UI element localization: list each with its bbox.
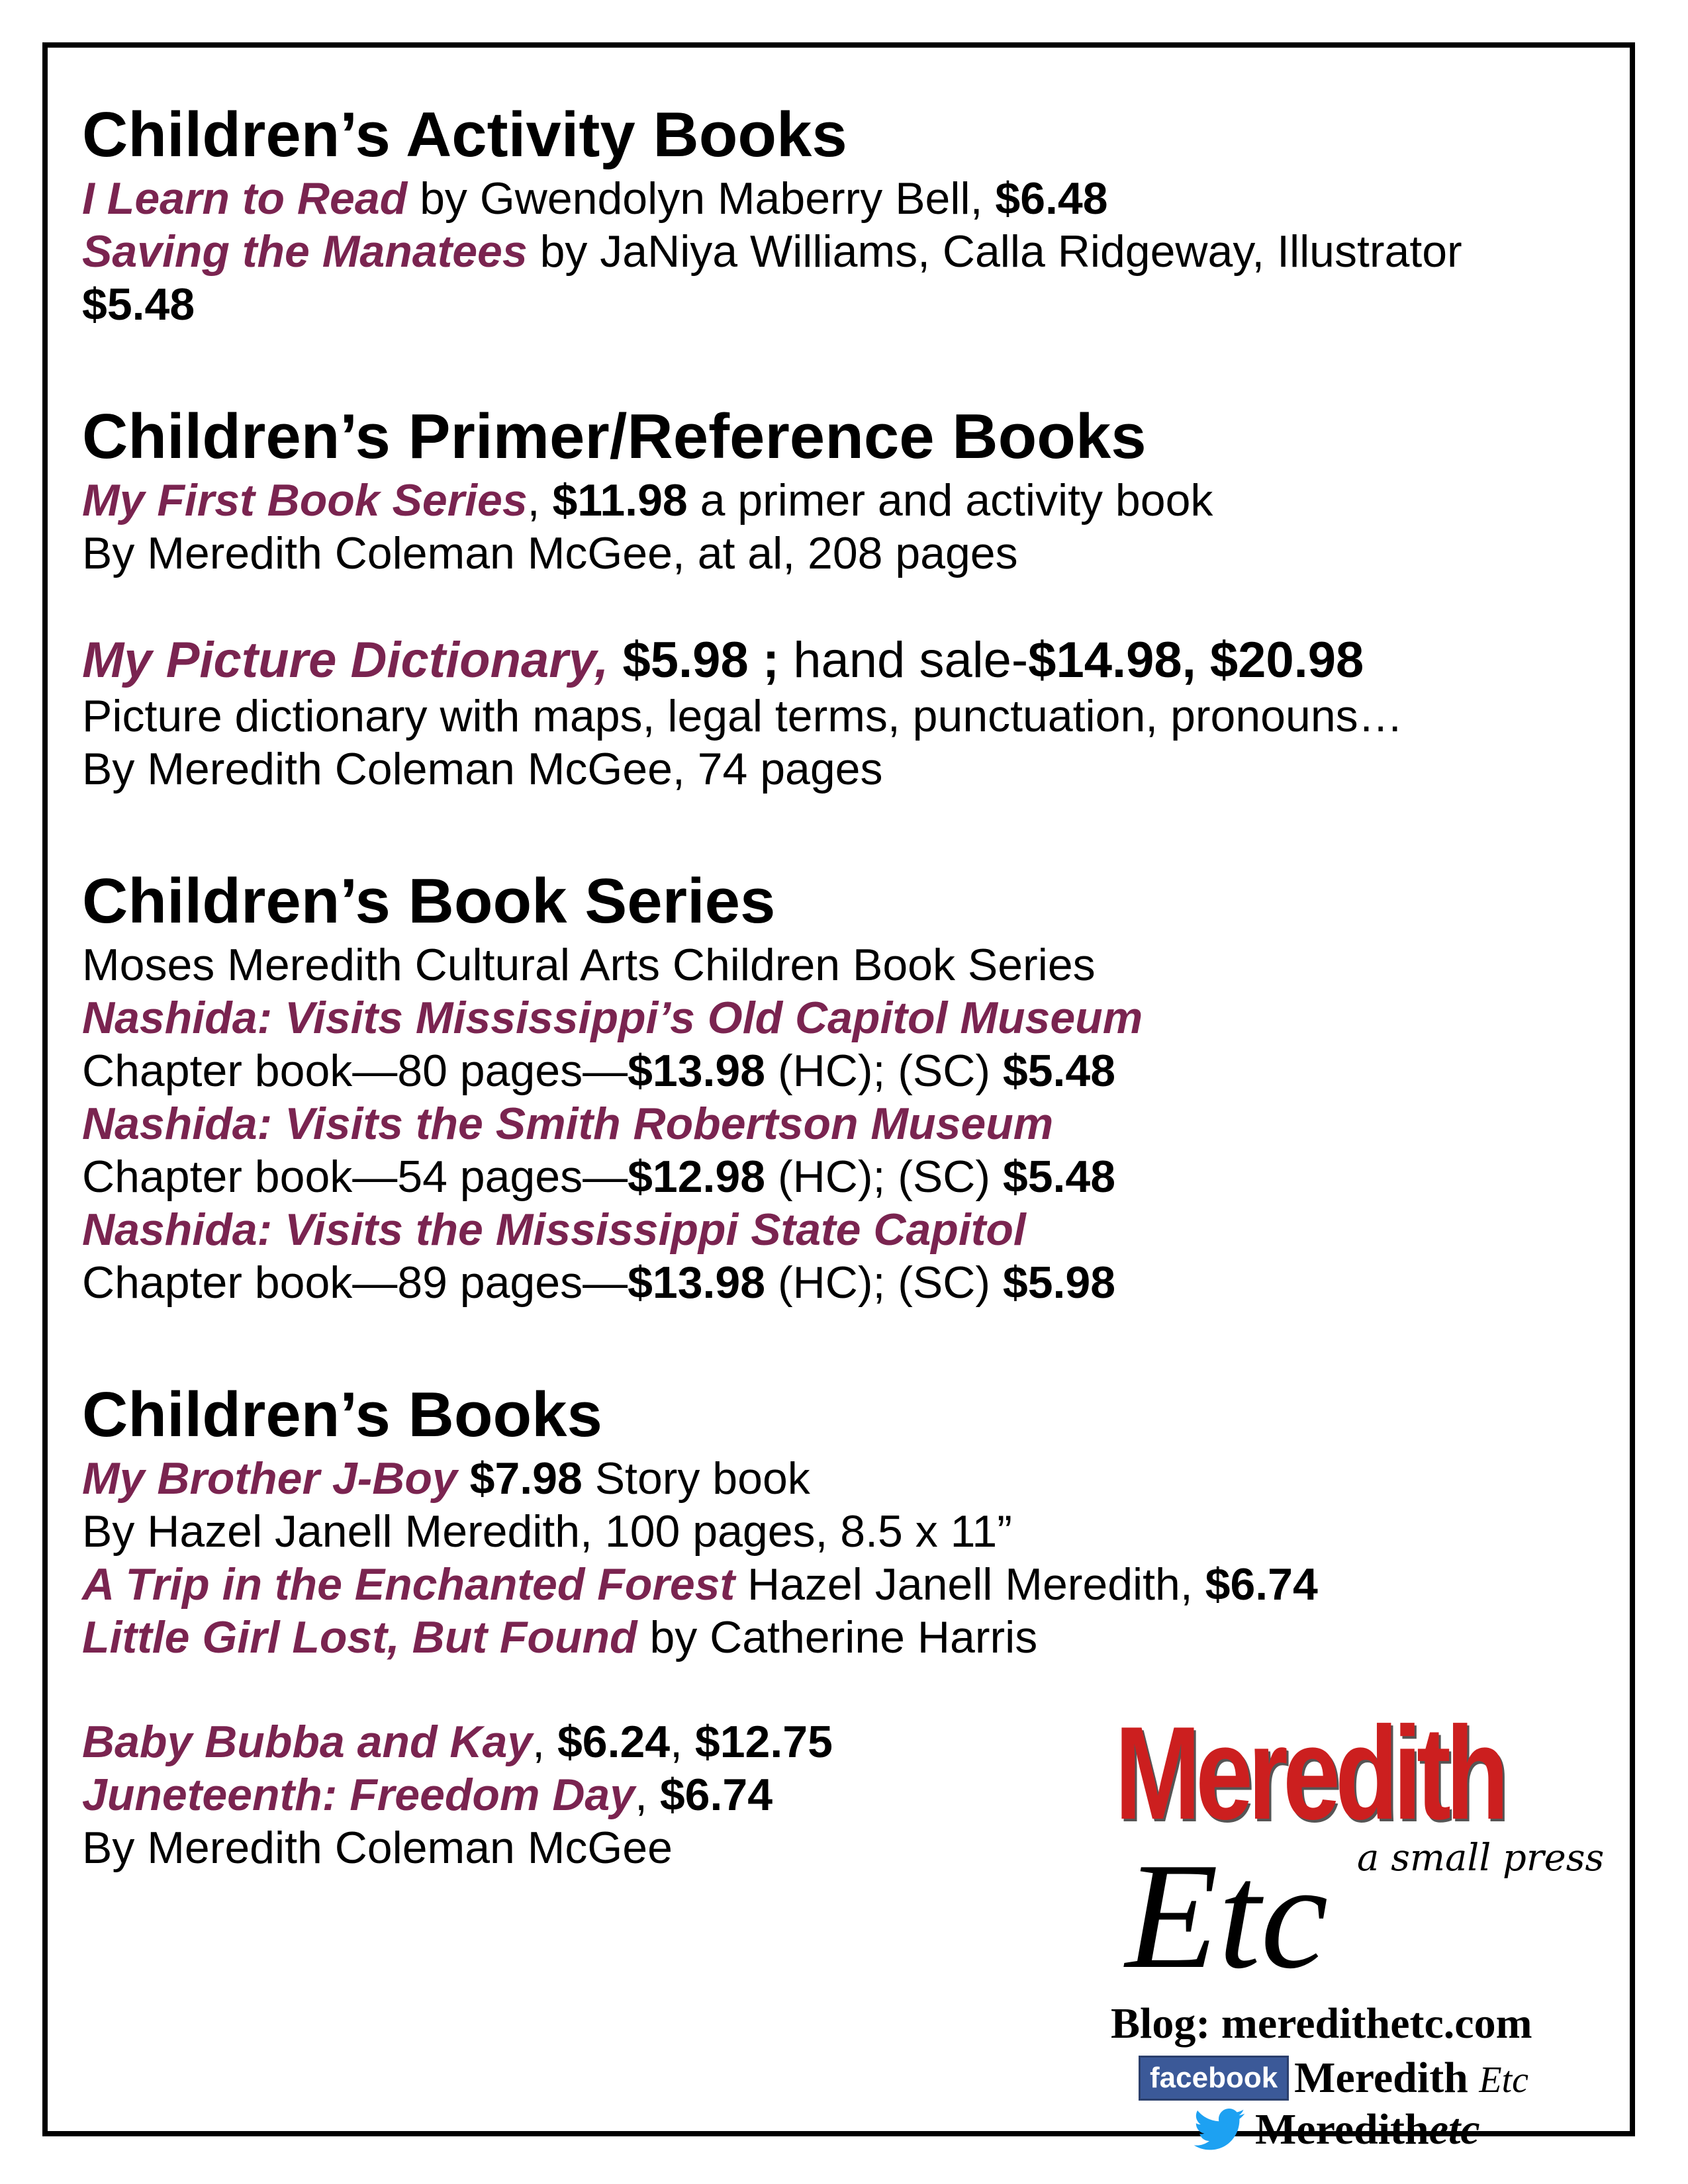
book-details bbox=[82, 1044, 1591, 1097]
book-title: Baby Bubba and Kay bbox=[82, 1717, 533, 1767]
book-price: $5.48 bbox=[1002, 1046, 1116, 1096]
book-entry bbox=[82, 474, 1591, 527]
book-price: $5.98 ; bbox=[608, 632, 780, 688]
book-price: $5.48 bbox=[82, 279, 195, 330]
facebook-icon: facebook bbox=[1139, 2056, 1289, 2101]
twitter-handle bbox=[1255, 2105, 1480, 2155]
book-details bbox=[82, 1256, 1591, 1309]
book-price: $13.98 bbox=[628, 1257, 766, 1308]
book-title: A Trip in the Enchanted Forest bbox=[82, 1559, 735, 1610]
book-price: $6.74 bbox=[659, 1770, 773, 1820]
separator: , bbox=[527, 475, 553, 525]
book-author: By Meredith Coleman McGee, 74 pages bbox=[82, 744, 883, 794]
book-title: I Learn to Read bbox=[82, 173, 408, 224]
facebook-handle-etc: Etc bbox=[1479, 2060, 1529, 2101]
facebook-link[interactable] bbox=[1139, 2053, 1528, 2103]
section-heading: Children’s Books bbox=[82, 1379, 602, 1450]
section-heading: Children’s Primer/Reference Books bbox=[82, 401, 1147, 472]
book-description: a primer and activity book bbox=[687, 475, 1213, 525]
book-entry bbox=[82, 1558, 1591, 1611]
book-title: Juneteenth: Freedom Day bbox=[82, 1770, 635, 1820]
book-title: My First Book Series bbox=[82, 475, 528, 525]
book-pages: Chapter book—89 pages— bbox=[82, 1257, 628, 1308]
book-title: Nashida: Visits the Mississippi State Capitol bbox=[82, 1205, 1026, 1255]
book-price: $12.75 bbox=[694, 1717, 833, 1767]
twitter-handle-etc: etc bbox=[1429, 2105, 1480, 2154]
book-entry bbox=[82, 225, 1591, 278]
separator: , bbox=[635, 1770, 660, 1820]
format-label: (HC); (SC) bbox=[765, 1257, 1003, 1308]
book-price: $6.24 bbox=[557, 1717, 671, 1767]
book-description: Story book bbox=[582, 1453, 810, 1504]
book-title: My Picture Dictionary, bbox=[82, 632, 609, 688]
book-title: Little Girl Lost, But Found bbox=[82, 1612, 637, 1662]
format-label: (HC); (SC) bbox=[765, 1046, 1003, 1096]
book-price: $6.48 bbox=[995, 173, 1108, 224]
book-price: $12.98 bbox=[628, 1152, 766, 1202]
book-details bbox=[82, 1150, 1591, 1203]
book-pages: Chapter book—54 pages— bbox=[82, 1152, 628, 1202]
publisher-logo bbox=[1105, 1700, 1622, 2154]
book-title: Nashida: Visits Mississippi’s Old Capitol Museum bbox=[82, 993, 1143, 1043]
twitter-link[interactable] bbox=[1192, 2105, 1480, 2155]
book-pages: Chapter book—80 pages— bbox=[82, 1046, 628, 1096]
book-title: Nashida: Visits the Smith Robertson Museum bbox=[82, 1099, 1054, 1149]
book-description: Picture dictionary with maps, legal terms, punctuation, pronouns… bbox=[82, 691, 1403, 741]
section-activity-books bbox=[82, 98, 1591, 331]
section-book-series bbox=[82, 864, 1591, 1309]
catalog-content bbox=[82, 98, 1591, 1874]
blog-link[interactable]: Blog: meredithetc.com bbox=[1111, 1999, 1532, 2048]
book-price: $11.98 bbox=[552, 475, 688, 525]
book-title: My Brother J-Boy bbox=[82, 1453, 457, 1504]
section-primer-reference-books bbox=[82, 400, 1591, 796]
facebook-handle bbox=[1294, 2053, 1528, 2103]
book-entry bbox=[82, 172, 1591, 225]
book-price: $5.48 bbox=[1002, 1152, 1116, 1202]
book-author: by JaNiya Williams, Calla Ridgeway, Illustrator bbox=[527, 226, 1462, 277]
section-heading: Children’s Book Series bbox=[82, 866, 776, 936]
book-entry bbox=[82, 1452, 1591, 1505]
format-label: (HC); (SC) bbox=[765, 1152, 1003, 1202]
twitter-bird-icon bbox=[1192, 2109, 1247, 2151]
twitter-handle-name: Meredith bbox=[1255, 2105, 1429, 2154]
book-author: By Hazel Janell Meredith, 100 pages, 8.5 x 11” bbox=[82, 1506, 1012, 1557]
facebook-handle-name: Meredith bbox=[1294, 2054, 1468, 2102]
book-entry bbox=[82, 1611, 1591, 1664]
series-intro: Moses Meredith Cultural Arts Children Book Series bbox=[82, 940, 1096, 990]
logo-etc-script: Etc bbox=[1125, 1831, 1329, 2000]
book-entry bbox=[82, 631, 1591, 690]
book-author: Hazel Janell Meredith, bbox=[735, 1559, 1205, 1610]
separator: , bbox=[532, 1717, 557, 1767]
book-price: $7.98 bbox=[457, 1453, 583, 1504]
book-price: $13.98 bbox=[628, 1046, 766, 1096]
book-author: by Gwendolyn Maberry Bell, bbox=[407, 173, 996, 224]
book-price: $14.98, $20.98 bbox=[1028, 632, 1364, 688]
separator: , bbox=[670, 1717, 695, 1767]
book-author: By Meredith Coleman McGee bbox=[82, 1823, 673, 1873]
logo-wordmark: Meredith bbox=[1115, 1700, 1504, 1847]
book-price: $5.98 bbox=[1002, 1257, 1116, 1308]
book-description: hand sale- bbox=[779, 632, 1029, 688]
logo-tagline: a small press bbox=[1357, 1837, 1605, 1880]
book-price: $6.74 bbox=[1205, 1559, 1318, 1610]
book-author: By Meredith Coleman McGee, at al, 208 pages bbox=[82, 528, 1018, 578]
book-author: by Catherine Harris bbox=[637, 1612, 1038, 1662]
section-heading: Children’s Activity Books bbox=[82, 99, 847, 170]
book-title: Saving the Manatees bbox=[82, 226, 528, 277]
